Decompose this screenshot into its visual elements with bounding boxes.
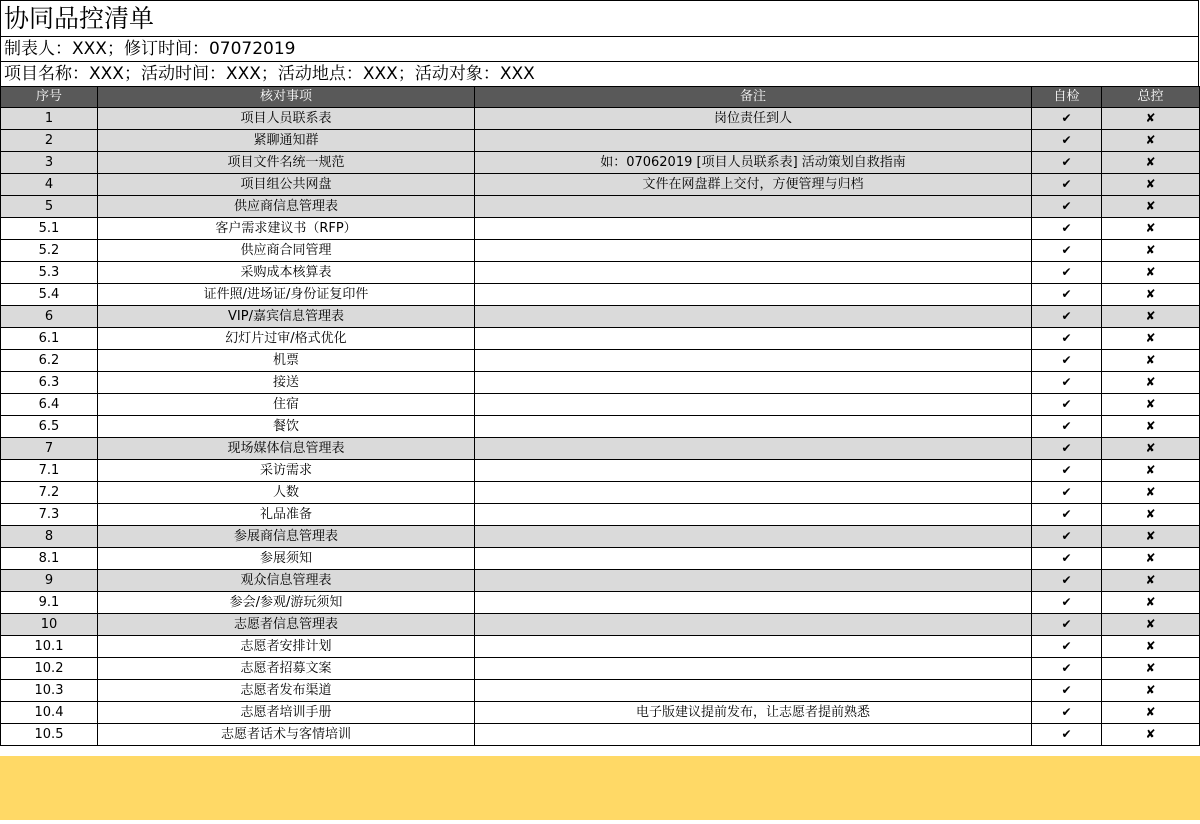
table-row <box>1 504 1200 526</box>
table-row <box>1 350 1200 372</box>
table-row <box>1 416 1200 438</box>
self-check-mark: ✔ <box>1032 636 1102 658</box>
row-serial: 4 <box>1 174 98 196</box>
table-row <box>1 306 1200 328</box>
master-control-mark: ✘ <box>1102 240 1200 262</box>
master-control-mark: ✘ <box>1102 350 1200 372</box>
self-check-mark: ✔ <box>1032 416 1102 438</box>
author-revision-line: 制表人：XXX；修订时间：07072019 <box>0 36 1199 61</box>
master-control-mark: ✘ <box>1102 680 1200 702</box>
master-control-mark: ✘ <box>1102 438 1200 460</box>
table-row <box>1 680 1200 702</box>
row-serial: 10.5 <box>1 724 98 746</box>
master-control-mark: ✘ <box>1102 174 1200 196</box>
row-remarks <box>475 460 1032 482</box>
row-serial: 5.2 <box>1 240 98 262</box>
project-info-line: 项目名称：XXX；活动时间：XXX；活动地点：XXX；活动对象：XXX <box>0 61 1199 86</box>
master-control-mark: ✘ <box>1102 152 1200 174</box>
row-remarks: 岗位责任到人 <box>475 108 1032 130</box>
row-remarks: 电子版建议提前发布，让志愿者提前熟悉 <box>475 702 1032 724</box>
self-check-mark: ✔ <box>1032 328 1102 350</box>
self-check-mark: ✔ <box>1032 108 1102 130</box>
row-check-item: VIP/嘉宾信息管理表 <box>98 306 475 328</box>
row-remarks <box>475 724 1032 746</box>
row-remarks <box>475 328 1032 350</box>
row-check-item: 志愿者话术与客情培训 <box>98 724 475 746</box>
row-remarks <box>475 614 1032 636</box>
row-serial: 9 <box>1 570 98 592</box>
row-check-item: 人数 <box>98 482 475 504</box>
master-control-mark: ✘ <box>1102 460 1200 482</box>
self-check-mark: ✔ <box>1032 548 1102 570</box>
table-row <box>1 284 1200 306</box>
checklist-table <box>0 86 1200 746</box>
row-serial: 7 <box>1 438 98 460</box>
self-check-mark: ✔ <box>1032 350 1102 372</box>
self-check-mark: ✔ <box>1032 658 1102 680</box>
table-row <box>1 482 1200 504</box>
self-check-mark: ✔ <box>1032 570 1102 592</box>
master-control-mark: ✘ <box>1102 482 1200 504</box>
master-control-mark: ✘ <box>1102 614 1200 636</box>
self-check-mark: ✔ <box>1032 174 1102 196</box>
row-check-item: 志愿者发布渠道 <box>98 680 475 702</box>
master-control-mark: ✘ <box>1102 284 1200 306</box>
master-control-mark: ✘ <box>1102 262 1200 284</box>
row-remarks <box>475 306 1032 328</box>
row-check-item: 供应商合同管理 <box>98 240 475 262</box>
master-control-mark: ✘ <box>1102 394 1200 416</box>
row-check-item: 现场媒体信息管理表 <box>98 438 475 460</box>
row-serial: 8.1 <box>1 548 98 570</box>
master-control-mark: ✘ <box>1102 372 1200 394</box>
row-serial: 10.2 <box>1 658 98 680</box>
row-remarks <box>475 350 1032 372</box>
row-serial: 6 <box>1 306 98 328</box>
row-check-item: 客户需求建议书（RFP） <box>98 218 475 240</box>
row-remarks <box>475 548 1032 570</box>
row-serial: 5.3 <box>1 262 98 284</box>
row-check-item: 幻灯片过审/格式优化 <box>98 328 475 350</box>
table-row <box>1 108 1200 130</box>
row-serial: 5 <box>1 196 98 218</box>
row-serial: 10.4 <box>1 702 98 724</box>
header-serial: 序号 <box>1 87 98 108</box>
row-remarks <box>475 394 1032 416</box>
row-check-item: 志愿者招募文案 <box>98 658 475 680</box>
row-serial: 6.5 <box>1 416 98 438</box>
row-remarks <box>475 416 1032 438</box>
master-control-mark: ✘ <box>1102 526 1200 548</box>
master-control-mark: ✘ <box>1102 592 1200 614</box>
row-check-item: 住宿 <box>98 394 475 416</box>
row-check-item: 志愿者安排计划 <box>98 636 475 658</box>
self-check-mark: ✔ <box>1032 702 1102 724</box>
self-check-mark: ✔ <box>1032 680 1102 702</box>
self-check-mark: ✔ <box>1032 284 1102 306</box>
self-check-mark: ✔ <box>1032 372 1102 394</box>
table-row <box>1 328 1200 350</box>
row-check-item: 观众信息管理表 <box>98 570 475 592</box>
master-control-mark: ✘ <box>1102 702 1200 724</box>
row-check-item: 接送 <box>98 372 475 394</box>
master-control-mark: ✘ <box>1102 658 1200 680</box>
self-check-mark: ✔ <box>1032 306 1102 328</box>
master-control-mark: ✘ <box>1102 570 1200 592</box>
self-check-mark: ✔ <box>1032 460 1102 482</box>
self-check-mark: ✔ <box>1032 394 1102 416</box>
table-row <box>1 702 1200 724</box>
table-row <box>1 460 1200 482</box>
row-serial: 10 <box>1 614 98 636</box>
row-serial: 6.1 <box>1 328 98 350</box>
row-remarks <box>475 592 1032 614</box>
row-serial: 10.3 <box>1 680 98 702</box>
row-check-item: 项目人员联系表 <box>98 108 475 130</box>
row-remarks: 文件在网盘群上交付，方便管理与归档 <box>475 174 1032 196</box>
self-check-mark: ✔ <box>1032 218 1102 240</box>
row-serial: 10.1 <box>1 636 98 658</box>
row-check-item: 采访需求 <box>98 460 475 482</box>
self-check-mark: ✔ <box>1032 262 1102 284</box>
row-serial: 8 <box>1 526 98 548</box>
table-row <box>1 394 1200 416</box>
footer-band <box>0 756 1200 820</box>
row-serial: 7.2 <box>1 482 98 504</box>
master-control-mark: ✘ <box>1102 724 1200 746</box>
table-row <box>1 592 1200 614</box>
master-control-mark: ✘ <box>1102 108 1200 130</box>
row-remarks <box>475 636 1032 658</box>
table-row <box>1 218 1200 240</box>
master-control-mark: ✘ <box>1102 328 1200 350</box>
table-row <box>1 174 1200 196</box>
table-row <box>1 130 1200 152</box>
row-check-item: 证件照/进场证/身份证复印件 <box>98 284 475 306</box>
row-remarks <box>475 284 1032 306</box>
header-master-control: 总控 <box>1102 87 1200 108</box>
self-check-mark: ✔ <box>1032 614 1102 636</box>
self-check-mark: ✔ <box>1032 196 1102 218</box>
row-serial: 7.3 <box>1 504 98 526</box>
table-row <box>1 196 1200 218</box>
table-row <box>1 570 1200 592</box>
table-row <box>1 438 1200 460</box>
master-control-mark: ✘ <box>1102 306 1200 328</box>
table-row <box>1 658 1200 680</box>
master-control-mark: ✘ <box>1102 130 1200 152</box>
header-remarks: 备注 <box>475 87 1032 108</box>
master-control-mark: ✘ <box>1102 196 1200 218</box>
table-row <box>1 614 1200 636</box>
row-serial: 6.4 <box>1 394 98 416</box>
row-check-item: 项目组公共网盘 <box>98 174 475 196</box>
row-remarks <box>475 196 1032 218</box>
table-row <box>1 240 1200 262</box>
header-check-item: 核对事项 <box>98 87 475 108</box>
row-check-item: 采购成本核算表 <box>98 262 475 284</box>
table-row <box>1 152 1200 174</box>
master-control-mark: ✘ <box>1102 218 1200 240</box>
self-check-mark: ✔ <box>1032 130 1102 152</box>
row-check-item: 项目文件名统一规范 <box>98 152 475 174</box>
table-row <box>1 636 1200 658</box>
row-serial: 3 <box>1 152 98 174</box>
row-serial: 5.4 <box>1 284 98 306</box>
page-title: 协同品控清单 <box>0 0 1199 36</box>
self-check-mark: ✔ <box>1032 592 1102 614</box>
self-check-mark: ✔ <box>1032 240 1102 262</box>
master-control-mark: ✘ <box>1102 504 1200 526</box>
row-remarks: 如：07062019 [项目人员联系表] 活动策划自救指南 <box>475 152 1032 174</box>
row-remarks <box>475 504 1032 526</box>
self-check-mark: ✔ <box>1032 482 1102 504</box>
self-check-mark: ✔ <box>1032 504 1102 526</box>
row-remarks <box>475 262 1032 284</box>
row-check-item: 礼品准备 <box>98 504 475 526</box>
table-row <box>1 372 1200 394</box>
row-remarks <box>475 526 1032 548</box>
row-serial: 6.2 <box>1 350 98 372</box>
self-check-mark: ✔ <box>1032 526 1102 548</box>
table-row <box>1 262 1200 284</box>
row-check-item: 志愿者信息管理表 <box>98 614 475 636</box>
row-remarks <box>475 658 1032 680</box>
table-header-row <box>1 87 1200 108</box>
self-check-mark: ✔ <box>1032 438 1102 460</box>
row-check-item: 餐饮 <box>98 416 475 438</box>
row-remarks <box>475 680 1032 702</box>
self-check-mark: ✔ <box>1032 724 1102 746</box>
row-remarks <box>475 240 1032 262</box>
row-check-item: 紧聊通知群 <box>98 130 475 152</box>
row-serial: 6.3 <box>1 372 98 394</box>
header-self-check: 自检 <box>1032 87 1102 108</box>
self-check-mark: ✔ <box>1032 152 1102 174</box>
master-control-mark: ✘ <box>1102 416 1200 438</box>
row-check-item: 参展须知 <box>98 548 475 570</box>
row-serial: 7.1 <box>1 460 98 482</box>
row-remarks <box>475 218 1032 240</box>
master-control-mark: ✘ <box>1102 548 1200 570</box>
row-remarks <box>475 482 1032 504</box>
row-remarks <box>475 372 1032 394</box>
row-check-item: 供应商信息管理表 <box>98 196 475 218</box>
row-check-item: 志愿者培训手册 <box>98 702 475 724</box>
row-serial: 9.1 <box>1 592 98 614</box>
row-check-item: 参会/参观/游玩须知 <box>98 592 475 614</box>
table-row <box>1 548 1200 570</box>
row-serial: 5.1 <box>1 218 98 240</box>
table-row <box>1 526 1200 548</box>
row-check-item: 参展商信息管理表 <box>98 526 475 548</box>
row-serial: 2 <box>1 130 98 152</box>
table-row <box>1 724 1200 746</box>
row-remarks <box>475 438 1032 460</box>
row-remarks <box>475 570 1032 592</box>
row-check-item: 机票 <box>98 350 475 372</box>
master-control-mark: ✘ <box>1102 636 1200 658</box>
row-serial: 1 <box>1 108 98 130</box>
row-remarks <box>475 130 1032 152</box>
